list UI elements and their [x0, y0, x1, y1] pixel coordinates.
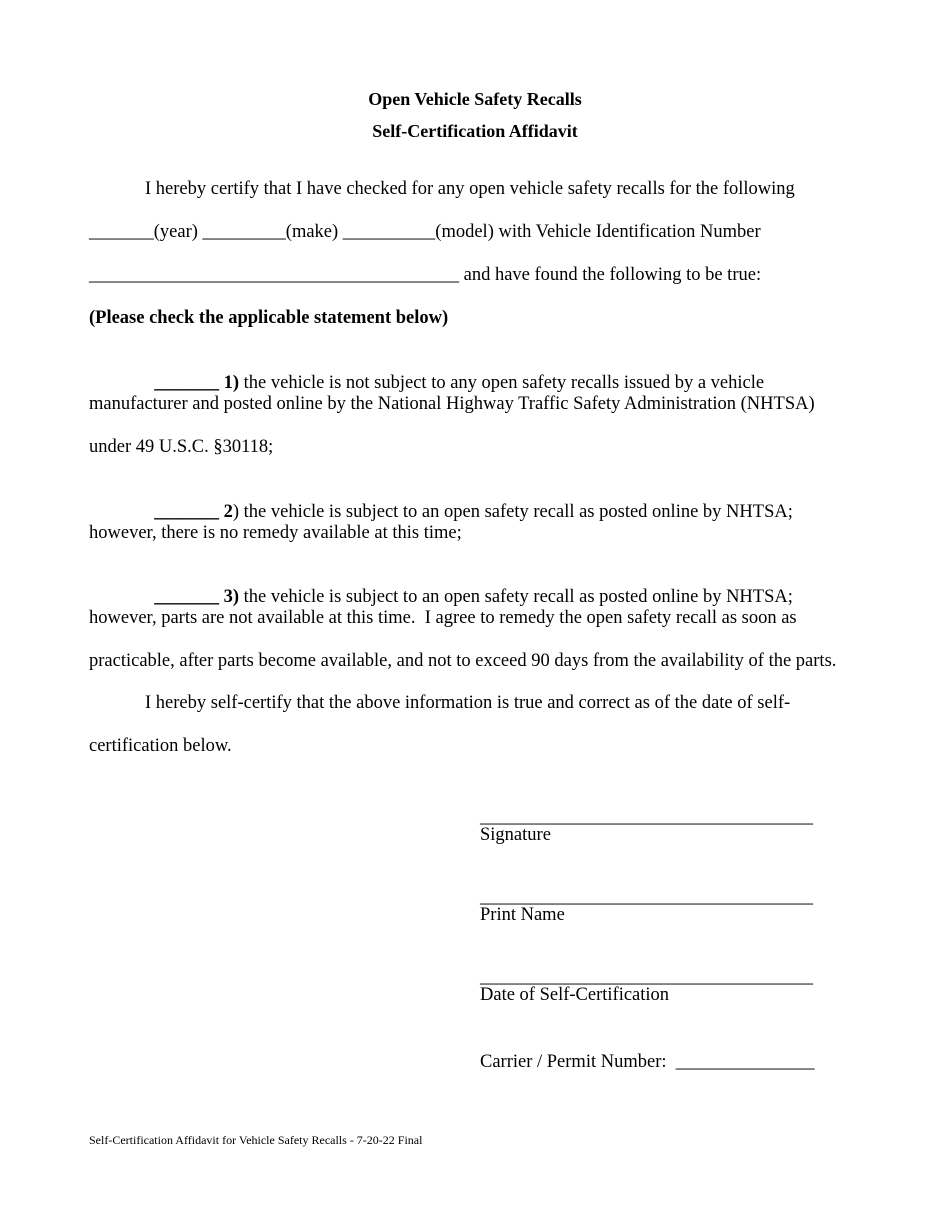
option-3-number: 3)	[219, 587, 240, 607]
option-3-checkbox-blank[interactable]: _______	[154, 587, 219, 607]
option-2-first-line	[145, 479, 793, 523]
date-field[interactable]: ____________________________________	[480, 967, 813, 987]
carrier-permit-number[interactable]: Carrier / Permit Number: _______________	[480, 1052, 815, 1072]
print-name-field[interactable]: ____________________________________	[480, 887, 813, 907]
signature-field[interactable]: ____________________________________	[480, 807, 813, 827]
option-1-line-2: manufacturer and posted online by the National Highway Traffic Safety Administration (NHTSA)	[89, 394, 815, 414]
print-name-label: Print Name	[480, 905, 565, 925]
certification-line-2: certification below.	[89, 736, 232, 756]
option-2-text: ) the vehicle is subject to an open safety recall as posted online by NHTSA;	[232, 502, 793, 522]
option-1-first-line	[145, 350, 764, 394]
instruction-heading: (Please check the applicable statement below)	[89, 308, 449, 328]
option-2-number: 2	[219, 502, 233, 522]
option-1-number: 1)	[219, 373, 240, 393]
document-title: Open Vehicle Safety Recalls	[368, 89, 582, 109]
option-3-first-line	[145, 564, 793, 608]
intro-line-2: _______(year) _________(make) __________(model) with Vehicle Identification Number	[89, 222, 761, 242]
document-subtitle: Self-Certification Affidavit	[372, 121, 578, 141]
intro-line-3: ________________________________________ and have found the following to be true:	[89, 265, 762, 285]
option-3-line-2: however, parts are not available at this time. I agree to remedy the open safety recall as soon as	[89, 608, 797, 628]
option-1-checkbox-blank[interactable]: _______	[154, 373, 219, 393]
signature-label: Signature	[480, 825, 551, 845]
intro-line-1: I hereby certify that I have checked for any open vehicle safety recalls for the following	[145, 179, 795, 199]
option-3-line-3: practicable, after parts become available, and not to exceed 90 days from the availability of the parts.	[89, 651, 837, 671]
option-1-text: the vehicle is not subject to any open safety recalls issued by a vehicle	[239, 373, 765, 393]
option-3-text: the vehicle is subject to an open safety recall as posted online by NHTSA;	[239, 587, 793, 607]
certification-line-1: I hereby self-certify that the above information is true and correct as of the date of self-	[145, 693, 791, 713]
option-1-line-3: under 49 U.S.C. §30118;	[89, 437, 274, 457]
date-label: Date of Self-Certification	[480, 985, 670, 1005]
footer: Self-Certification Affidavit for Vehicle Safety Recalls - 7-20-22 Final	[89, 1133, 423, 1147]
option-2-line-2: however, there is no remedy available at this time;	[89, 523, 462, 543]
option-2-checkbox-blank[interactable]: _______	[154, 502, 219, 522]
